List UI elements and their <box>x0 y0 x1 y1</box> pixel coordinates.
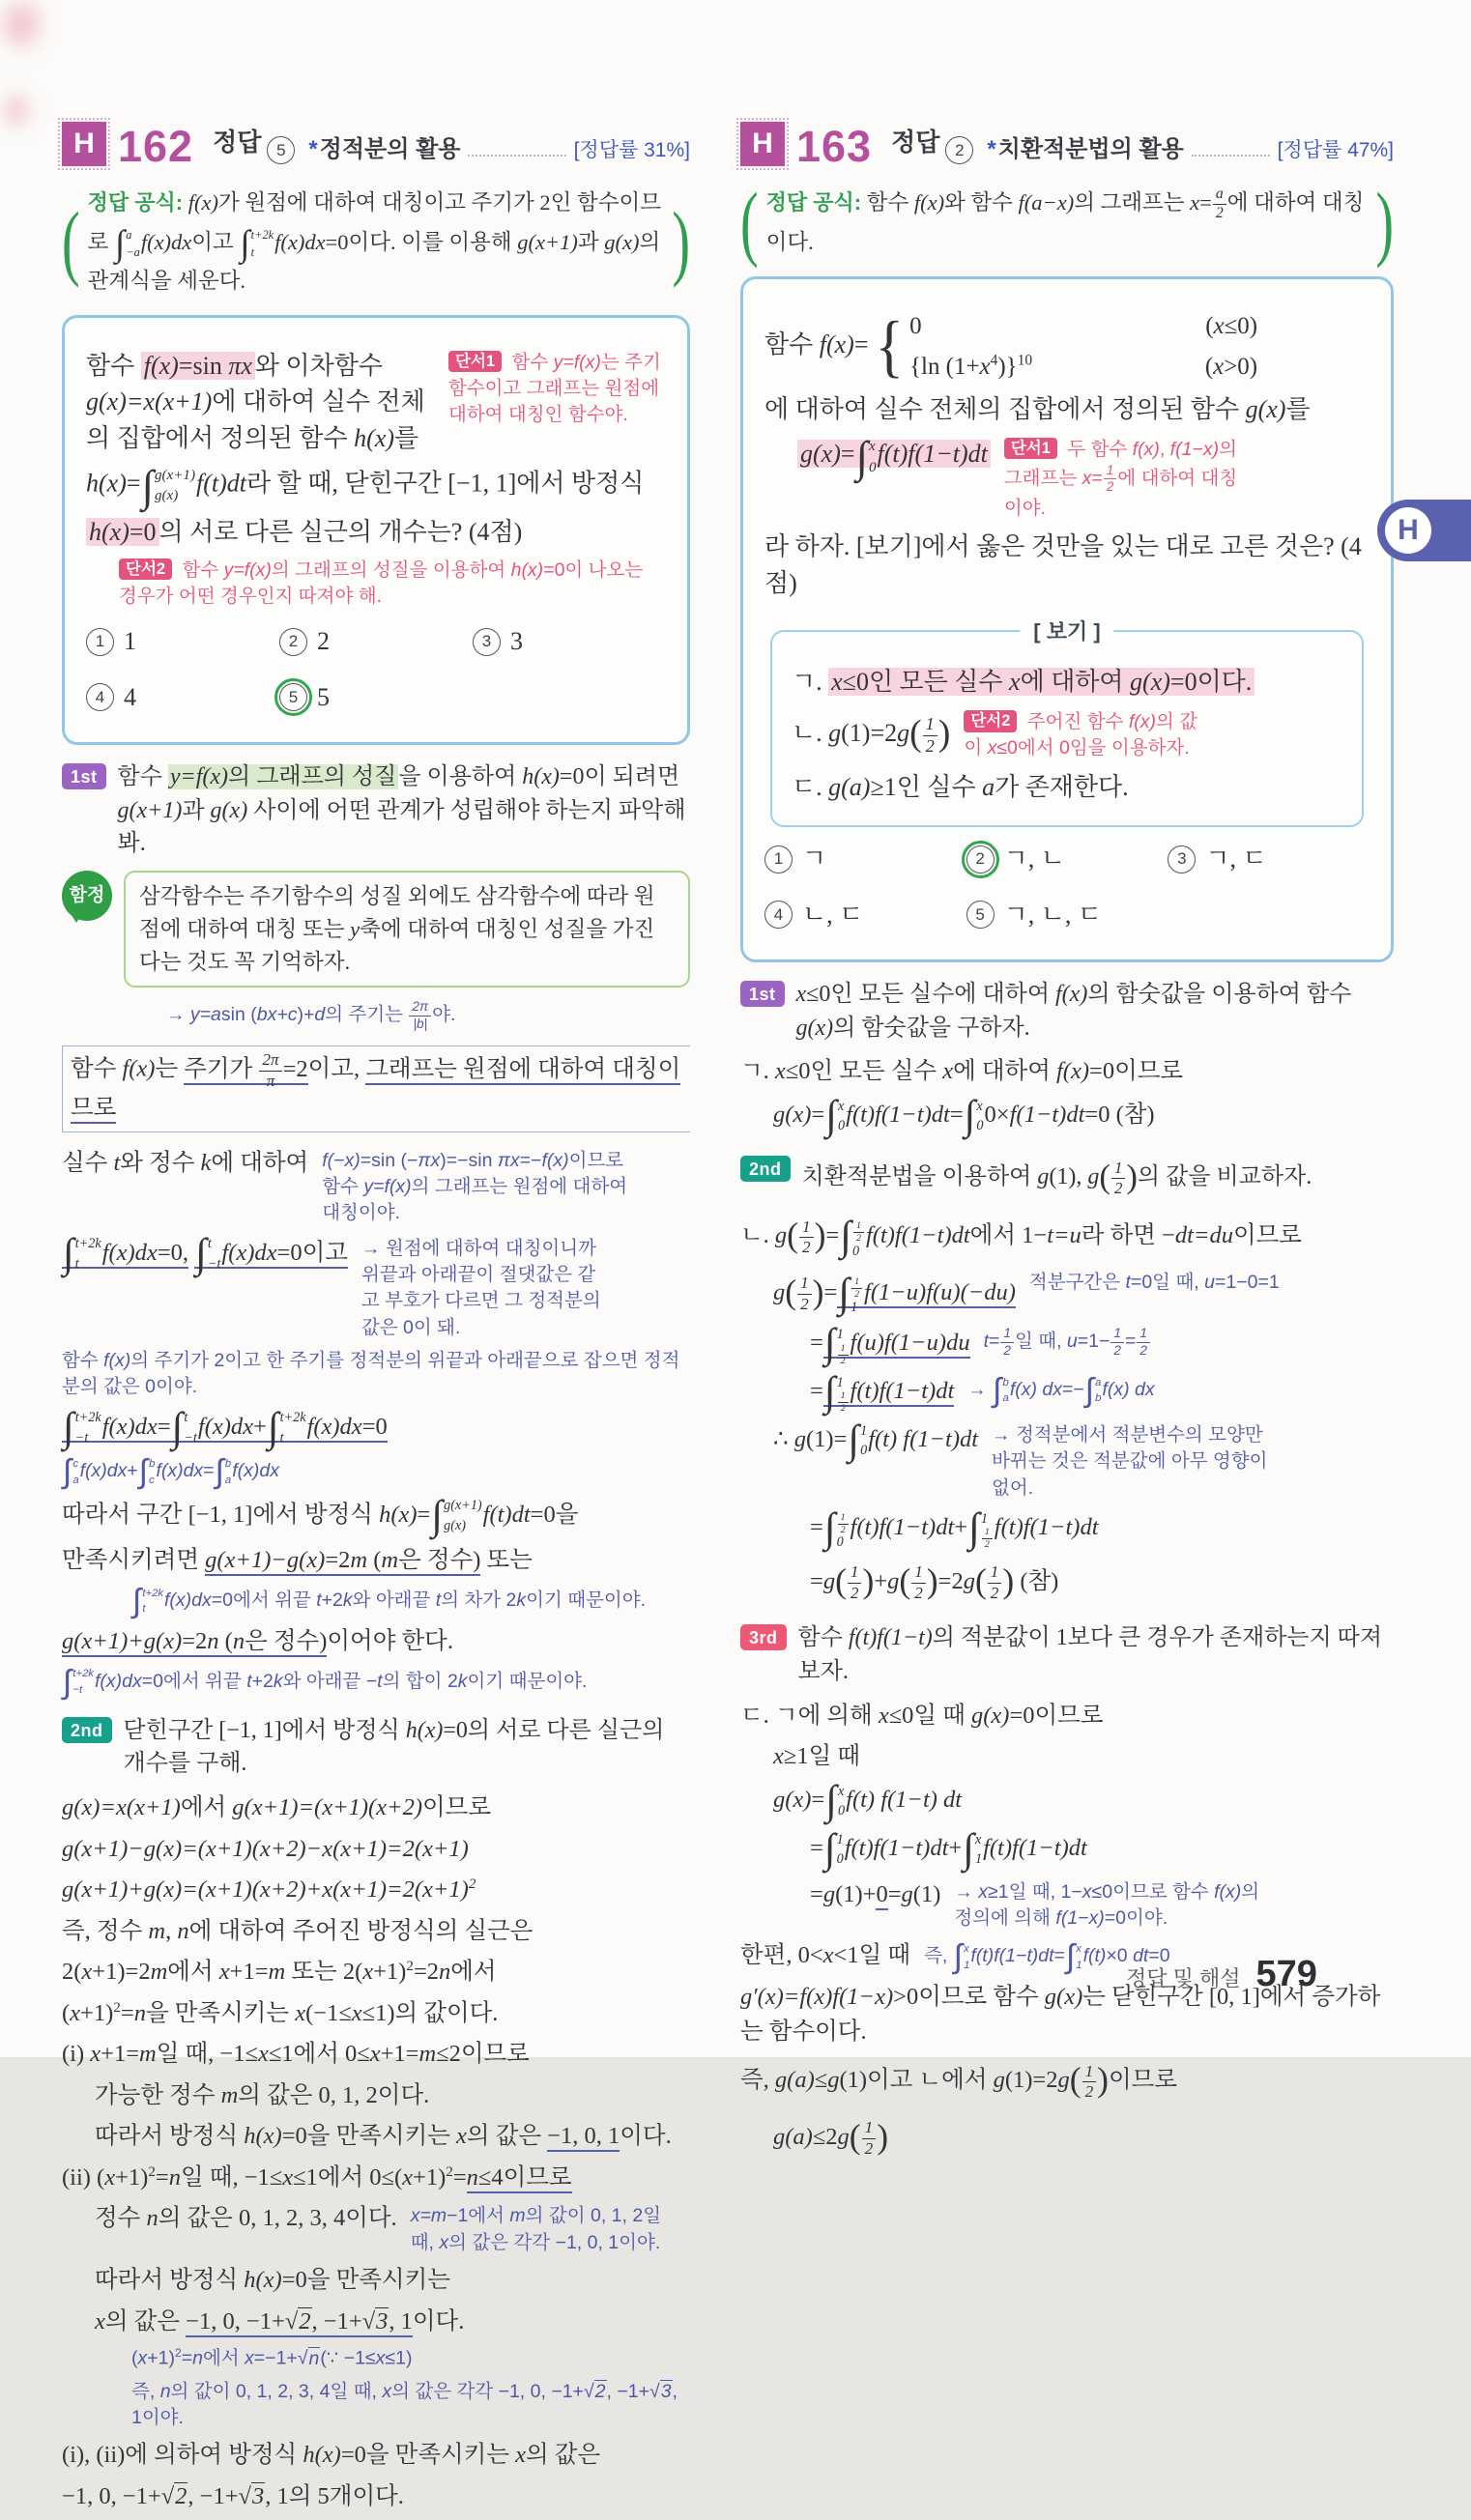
choice-number: 3 <box>473 628 501 656</box>
answer-choice <box>279 623 473 660</box>
step-badge: 1st <box>740 981 785 1007</box>
annotation: t= $\frac{1}{2}$ 일 때, u=1− $\frac{1}{2}$ = $\frac{1}{2}$ <box>984 1324 1151 1359</box>
answer-choices <box>86 623 666 715</box>
annotation: → 정적분에서 적분변수의 모양만 바뀌는 것은 적분값에 아무 영향이 없어. <box>992 1424 1268 1499</box>
solution-line: = ∫ 1 0 f(t)f(1−t)dt+ ∫ x 1 f(t)f(1−t)dt <box>810 1825 1087 1872</box>
step-header <box>740 978 1394 1045</box>
solution-row <box>86 348 666 457</box>
problem-header-162 <box>62 122 690 171</box>
solution-row <box>95 2201 690 2256</box>
answer-word: 정답 <box>891 127 940 157</box>
solution-line: 정수 n의 값은 0, 1, 2, 3, 4이다. <box>95 2205 397 2232</box>
asterisk-icon: * <box>987 136 996 162</box>
solution-row <box>797 431 1370 522</box>
solution-line: 라 하자. [보기]에서 옳은 것만을 있는 대로 고른 것은? (4점) <box>764 532 1362 597</box>
choice-label: 5 <box>317 683 330 712</box>
annotation: 즉, ∫ x 1 f(t)f(1−t)dt= ∫ x 1 f(t)×0 dt=0 <box>924 1938 1170 1976</box>
solution-line: g(x)= ∫ x 0 f(t)f(1−t)dt= ∫ x 0 0×f(1−t)dt=0 (참) <box>773 1092 1155 1138</box>
problem-letter-badge: H <box>740 122 785 166</box>
boki-title: [ 보기 ] <box>1020 616 1113 645</box>
solution-row <box>773 1420 1394 1502</box>
step-title: 닫힌구간 [−1, 1]에서 방정식 h(x)=0의 서로 다른 실근의 개수를 구해. <box>123 1717 665 1777</box>
annotation: ∫ t+2k t f(x)dx=0에서 위끝 t+2k와 아래끝 t의 차가 2k이기 때문이야. <box>132 1582 647 1619</box>
solution-line: = ∫ $\frac{1}{2}$ 0 f(t)f(1−t)dt+ ∫ 1 $\frac{1}{2}$ f(t)f(1−t)dt <box>810 1504 1099 1551</box>
green-bracket-right: ) <box>1375 176 1394 270</box>
annotation: x=m−1에서 m의 값이 0, 1, 2일 때, x의 값은 각각 −1, 0, 1이야. <box>410 2205 662 2253</box>
topic-text: 치환적분법의 활용 <box>997 136 1184 162</box>
annotation: $(x+1)^2=n$에서 x=−1+√n(∵ −1≤x≤1) <box>131 2346 413 2369</box>
solution-line: −1, 0, −1+√2, −1+√3, 1의 5개이다. <box>62 2482 404 2509</box>
solution-line: g′(x)=f(x)f(1−x)>0이므로 함수 g(x)는 닫힌구간 [0, 1]에서 증가하는 함수이다. <box>740 1984 1381 2045</box>
answer-formula-box <box>740 176 1394 270</box>
step-title: x≤0인 모든 실수에 대하여 f(x)의 함숫값을 이용하여 함수 g(x)의 함숫값을 구하자. <box>795 981 1352 1041</box>
solution-line: ㄷ. g(a)≥1인 실수 a가 존재한다. <box>792 772 1129 801</box>
solution-line: g(x+1)−g(x)=(x+1)(x+2)−x(x+1)=2(x+1) <box>62 1835 469 1862</box>
solution-line: 따라서 구간 [−1, 1]에서 방정식 h(x)= ∫ g(x+1) g(x) f(t)dt=0을 <box>62 1492 579 1538</box>
column-right <box>740 122 1394 2168</box>
solution-line: g(a)≤2g( $\frac{1}{2}$ ) <box>773 2116 889 2158</box>
solution-line: 함수 f(x)=sin πx 와 이차함수 g(x)=x(x+1)에 대하여 실수 전체의 집합에서 정의된 함수 h(x)를 <box>86 351 425 452</box>
choice-number: 3 <box>1168 845 1196 873</box>
annotation: → ∫ b a f(x) dx=− ∫ a b f(x) dx <box>967 1372 1155 1410</box>
page-footer <box>1126 1954 1317 1995</box>
solution-row <box>792 707 1342 762</box>
choice-label: 1 <box>124 627 136 656</box>
solution-line: $(x+1)^2=n$을 만족시키는 x(−1≤x≤1)의 값이다. <box>62 1998 499 2026</box>
solution-line: ㄴ. g(1)=2g( $\frac{1}{2}$ ) <box>792 713 951 756</box>
choice-number: 1 <box>86 628 114 656</box>
answer-rate: [정답률 47%] <box>1277 139 1394 161</box>
answer-number-circle: 5 <box>267 136 295 164</box>
footer-label: 정답 및 해설 <box>1126 1966 1241 1990</box>
solution-line: g(x)=x(x+1)에서 g(x+1)=(x+1)(x+2)이므로 <box>62 1794 492 1821</box>
solution-line: ∫ t+2k t f(x)dx=0, ∫ t −t f(x)dx=0이고 <box>63 1230 348 1276</box>
solution-line: ㄷ. ㄱ에 의해 x≤0일 때 g(x)=0이므로 <box>740 1702 1104 1729</box>
choice-label: ㄴ, ㄷ <box>802 901 864 930</box>
solution-line: ㄱ. x≤0인 모든 실수 x에 대하여 f(x)=0이므로 <box>740 1058 1184 1085</box>
solution-line: = ∫ 1 $\frac{1}{2}$ f(u)f(1−u)du <box>810 1321 970 1367</box>
step-title: 함수 y=f(x)의 그래프의 성질을 이용하여 h(x)=0이 되려면 g(x+1)과 g(x) 사이에 어떤 관계가 성립해야 하는지 파악해 봐. <box>117 763 686 857</box>
solution-row <box>810 1369 1394 1416</box>
solution-line: 만족시키려면 g(x+1)−g(x)=2m (m은 정수) 또는 <box>62 1543 690 1578</box>
step-badge: 3rd <box>740 1624 787 1650</box>
annotation: ∫ t+2k −t f(x)dx=0에서 위끝 t+2k와 아래끝 −t의 합이 2k이기 때문이야. <box>63 1663 588 1701</box>
solution-line: =g( $\frac{1}{2}$ )+g( $\frac{1}{2}$ )=2g( $\frac{1}{2}$ ) (참) <box>810 1561 1059 1602</box>
solution-line: 한편, 0<x<1일 때 <box>740 1942 911 1969</box>
answer-choice <box>86 623 279 660</box>
formula-label: 정답 공식: <box>87 190 184 215</box>
choice-label: ㄱ, ㄴ, ㄷ <box>1003 901 1103 930</box>
choice-number: 2 <box>279 628 307 656</box>
answer-word: 정답 <box>213 127 262 157</box>
solution-line: $g(x+1)+g(x)=(x+1)(x+2)+x(x+1)=2(x+1)^2$ <box>62 1876 476 1904</box>
step-badge: 1st <box>62 763 106 789</box>
solution-line: 에 대하여 실수 전체의 집합에서 정의된 함수 g(x)를 <box>764 395 1311 424</box>
choice-label: 3 <box>510 627 523 656</box>
problem-number: 162 <box>118 122 194 171</box>
solution-row <box>62 1146 690 1227</box>
solution-line: 단서2 함수 y=f(x)의 그래프의 성질을 이용하여 h(x)=0이 나오는 경우가 어떤 경우인지 따져야 해. <box>119 558 644 608</box>
choice-label: 2 <box>317 627 330 656</box>
answer-rate: [정답률 31%] <box>573 139 690 161</box>
topic-text: 정적분의 활용 <box>319 136 461 162</box>
solution-line: (ii) $(x+1)^2=n$일 때, −1≤x≤1에서 $0\le(x+1)^2=n\le 4$이므로 <box>62 2161 690 2195</box>
answer-choice <box>764 897 966 933</box>
answer-choice <box>279 679 473 716</box>
solution-line: (i) x+1=m일 때, −1≤x≤1에서 0≤x+1=m≤2이므로 <box>62 2041 530 2068</box>
solution-line: x의 값은 −1, 0, −1+√2, −1+√3, 1이다. <box>95 2305 690 2339</box>
annotation: 적분구간은 t=0일 때, u=1−0=1 <box>1028 1271 1280 1293</box>
page-number: 579 <box>1255 1954 1317 1994</box>
answer-choice <box>966 897 1168 933</box>
selected-choice-circle: 2 <box>966 845 995 873</box>
selected-choice-circle: 5 <box>279 683 307 711</box>
answer-number-circle: 2 <box>945 136 973 164</box>
answer-choice <box>1168 841 1370 877</box>
answer-formula-text <box>80 184 673 301</box>
solution-line: ∫ t+2k −t f(x)dx= ∫ t −t f(x)dx+ ∫ t+2k t f(x)dx=0 <box>63 1404 388 1450</box>
solution-line: (i), (ii)에 의하여 방정식 h(x)=0을 만족시키는 x의 값은 <box>62 2442 601 2469</box>
solution-line: 즉, 정수 m, n에 대하여 주어진 방정식의 실근은 <box>62 1917 534 1944</box>
green-bracket-left: ( <box>740 176 759 270</box>
choice-label: ㄱ, ㄴ <box>1003 845 1065 873</box>
solution-line: g(x+1)+g(x)=2n (n은 정수)이어야 한다. <box>62 1624 690 1659</box>
step-header <box>740 1621 1394 1689</box>
boki-box <box>770 619 1364 827</box>
chapter-letter: H <box>1385 507 1431 554</box>
answer-choice <box>764 841 966 877</box>
topic-label <box>308 129 460 163</box>
dotted-leader <box>468 155 565 157</box>
solution-line: = ∫ 1 $\frac{1}{2}$ f(t)f(1−t)dt <box>810 1369 955 1416</box>
solution-line: ∴ g(1)= ∫ 1 0 f(t) f(1−t)dt <box>773 1418 979 1464</box>
problem-box-162 <box>62 315 690 745</box>
trap-text: 삼각함수는 주기함수의 성질 외에도 삼각함수에 따라 원점에 대하여 대칭 또는 y축에 대하여 대칭인 성질을 가진다는 것도 꼭 기억하자. <box>124 871 690 988</box>
annotation: 즉, n의 값이 0, 1, 2, 3, 4일 때, x의 값은 각각 −1, 0, −1+√2, −1+√3, 1이야. <box>131 2380 678 2429</box>
green-bracket-right: ) <box>672 195 690 289</box>
chapter-side-tab <box>1377 500 1471 561</box>
choice-number: 5 <box>966 901 995 929</box>
step-badge: 2nd <box>62 1717 112 1743</box>
choice-number: 1 <box>764 845 793 873</box>
step-header <box>62 1714 690 1782</box>
asterisk-icon: * <box>308 136 318 162</box>
problem-letter-badge: H <box>62 122 106 166</box>
solution-row <box>62 1230 690 1341</box>
solution-line: h(x)=0 의 서로 다른 실근의 개수는? (4점) <box>86 514 666 551</box>
answer-formula-text <box>759 184 1376 263</box>
solution-line: 함수 f(x)는 주기가 $\frac{2\pi}{\pi}$ =2이고, 그래프는 원점에 대하여 대칭이므로 <box>62 1045 690 1132</box>
solution-line: 2(x+1)=2m에서 x+1=m 또는 $2(x+1)^2=2n$에서 <box>62 1958 497 1986</box>
choice-label: ㄱ <box>802 845 827 873</box>
answer-formula-box <box>62 184 690 301</box>
formula-label: 정답 공식: <box>765 190 862 215</box>
solution-line: h(x)= ∫ g(x+1) g(x) f(t)dt라 할 때, 닫힌구간 [−1, 1]에서 방정식 <box>86 460 645 510</box>
trap-callout <box>62 871 690 988</box>
solution-line: ㄱ. x≤0인 모든 실수 x에 대하여 g(x)=0이다. <box>792 664 1342 701</box>
solution-row <box>810 1877 1394 1933</box>
annotation: → 원점에 대하여 대칭이니까 위끝과 아래끝이 절댓값은 같고 부호가 다르면 그 정적분의 값은 0이 돼. <box>361 1237 601 1338</box>
annotation: 단서1 두 함수 f(x), f(1−x)의 그래프는 x= $\frac{1}{2}$ 에 대하여 대칭이야. <box>1003 438 1238 519</box>
solution-line: 실수 t와 정수 k에 대하여 <box>62 1149 309 1176</box>
solution-line: ㄴ. g( $\frac{1}{2}$ )= ∫ $\frac{1}{2}$ 0 f(t)f(1−t)dt에서 1−t=u라 하면 −dt=du이므로 <box>740 1214 1302 1260</box>
step-header <box>740 1153 1394 1201</box>
annotation: f(−x)=sin (−πx)=−sin πx=−f(x)이므로 함수 y=f(x)의 그래프는 원점에 대하여 대칭이야. <box>322 1149 628 1224</box>
step-title: 함수 f(t)f(1−t)의 적분값이 1보다 큰 경우가 존재하는지 따져 보자. <box>797 1625 1383 1685</box>
dotted-leader <box>1192 155 1270 157</box>
solution-162 <box>62 760 690 2514</box>
annotation: 단서2 주어진 함수 f(x)의 값이 x≤0에서 0임을 이용하자. <box>964 711 1198 759</box>
solution-line: 따라서 방정식 h(x)=0을 만족시키는 x의 값은 −1, 0, 1이다. <box>95 2119 690 2154</box>
choice-label: ㄱ, ㄷ <box>1205 845 1267 873</box>
solution-line: =g(1)+0=g(1) <box>810 1877 940 1912</box>
answer-choices <box>764 841 1370 932</box>
answer-choice <box>966 841 1168 877</box>
step-title: 치환적분법을 이용하여 g(1), g( $\frac{1}{2}$ )의 값을 비교하자. <box>801 1157 1312 1197</box>
column-left <box>62 122 690 2520</box>
problem-box-163 <box>740 276 1394 962</box>
annotation: 단서1 함수 y=f(x)는 주기함수이고 그래프는 원점에 대하여 대칭인 함수야. <box>448 351 661 426</box>
trap-pin-icon: 함정 <box>62 871 112 921</box>
page-smudge <box>0 85 39 135</box>
answer-choice <box>473 623 666 660</box>
annotation: 함수 f(x)의 주기가 2이고 한 주기를 정적분의 위끝과 아래끝으로 잡으면 정적분의 값은 0이야. <box>62 1349 680 1398</box>
choice-number: 4 <box>764 901 793 929</box>
solution-line: x≥1일 때 <box>773 1743 861 1770</box>
solution-line: 가능한 정수 m의 값은 0, 1, 2이다. <box>95 2081 430 2108</box>
problem-header-163 <box>740 122 1394 171</box>
answer-choice <box>86 679 279 716</box>
solution-line: g(x)= ∫ x 0 f(t)f(1−t)dt <box>797 435 991 479</box>
solution-line: 즉, g(a)≤g(1)이고 ㄴ에서 g(1)=2g( $\frac{1}{2}$ )이므로 <box>740 2060 1177 2102</box>
formula-body: 함수 f(x)와 함수 f(a−x)의 그래프는 x= $\frac{a}{2}$ 에 대하여 대칭이다. <box>765 186 1365 255</box>
problem-number: 163 <box>796 122 873 171</box>
solution-line: g( $\frac{1}{2}$ )= ∫ $\frac{1}{2}$ 1 f(1−u)f(u)(−du) <box>773 1270 1016 1316</box>
step-badge: 2nd <box>740 1156 791 1182</box>
solution-row <box>773 1268 1394 1318</box>
green-bracket-left: ( <box>62 195 80 289</box>
choice-label: 4 <box>124 683 136 712</box>
step-header <box>62 760 690 861</box>
topic-label <box>987 129 1183 163</box>
choice-number: 4 <box>86 683 114 711</box>
annotation: ∫ c a f(x)dx+ ∫ b c f(x)dx= ∫ b a f(x)dx <box>63 1453 279 1491</box>
annotation: → y=asin (bx+c)+d의 주기는 $\frac{2\pi}{|b|}$ 야. <box>166 999 456 1031</box>
annotation: → x≥1일 때, 1−x≤0이므로 함수 f(x)의 정의에 의해 f(1−x)=0이야. <box>954 1880 1260 1929</box>
solution-line: g(x)= ∫ x 0 f(t) f(1−t) dt <box>773 1777 963 1823</box>
solution-line: 함수 f(x)= { 0 (x≤0) {ln $(1+x^4)\}^{10}$ (x>0) <box>764 307 1258 386</box>
formula-body: f(x)가 원점에 대하여 대칭이고 주기가 2인 함수이므로 ∫ a −a f(x)dx이고 ∫ t+2k t f(x)dx=0이다. 이를 이용해 g(x+1)과 g(x)의 관계식을 세운다. <box>87 190 661 294</box>
page-smudge <box>0 0 50 58</box>
answer-label <box>891 123 973 165</box>
answer-label <box>213 123 295 165</box>
solution-row <box>810 1321 1394 1367</box>
solution-line: 따라서 방정식 h(x)=0을 만족시키는 <box>95 2267 450 2293</box>
